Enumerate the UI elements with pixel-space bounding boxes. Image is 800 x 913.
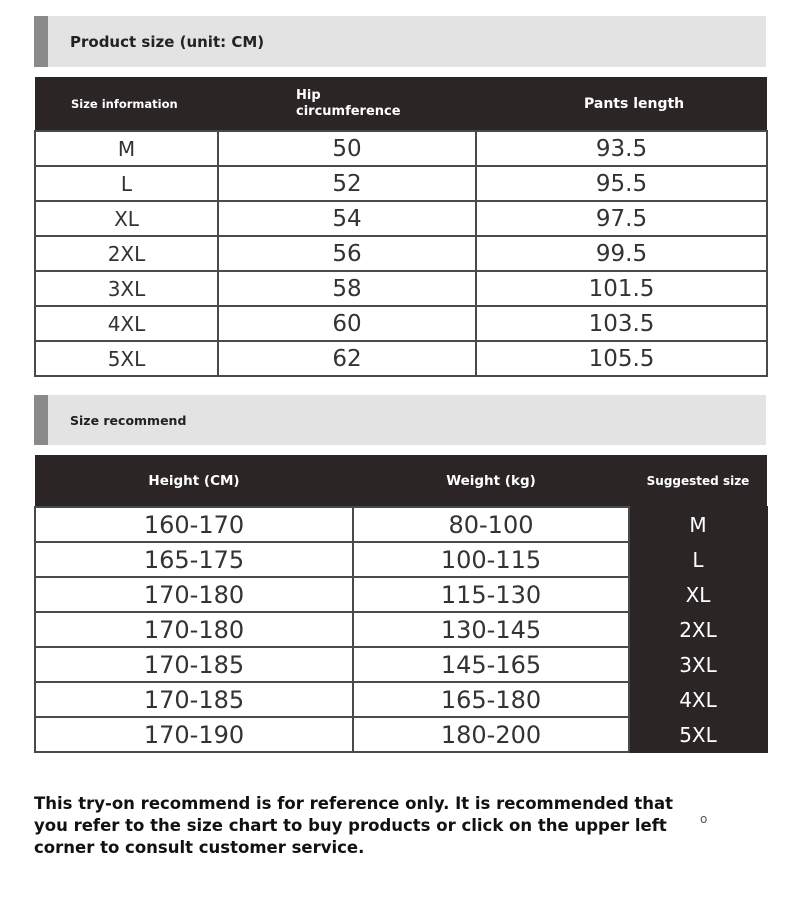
suggested-size-cell: 5XL: [629, 717, 767, 752]
reference-note: This try-on recommend is for reference only. It is recommended that you refer to the size chart to buy products or click on the upper left corner to consult customer service.: [34, 794, 674, 857]
product-size-row: [35, 201, 767, 236]
suggested-size-cell: M: [629, 507, 767, 542]
pants-length-cell: 105.5: [476, 341, 767, 376]
header-hip-circumference-text: Hip circumference: [296, 87, 401, 119]
suggested-size-cell: 2XL: [629, 612, 767, 647]
product-size-table: [34, 77, 768, 377]
section-accent: [34, 16, 48, 67]
suggested-size-cell: 3XL: [629, 647, 767, 682]
size-cell: 5XL: [35, 341, 218, 376]
weight-range-cell: 115-130: [353, 577, 629, 612]
size-recommend-row: [35, 647, 767, 682]
product-size-header-row: [35, 77, 767, 131]
header-size-information: Size information: [35, 77, 218, 131]
height-range-cell: 170-185: [35, 647, 353, 682]
hip-cell: 58: [218, 271, 476, 306]
weight-range-cell: 145-165: [353, 647, 629, 682]
size-recommend-row: [35, 577, 767, 612]
height-range-cell: 170-190: [35, 717, 353, 752]
header-weight: Weight (kg): [353, 455, 629, 507]
bullet-mark: o: [700, 812, 708, 826]
product-size-row: [35, 306, 767, 341]
size-cell: L: [35, 166, 218, 201]
size-recommend-header-row: [35, 455, 767, 507]
size-recommend-row: [35, 717, 767, 752]
suggested-size-cell: XL: [629, 577, 767, 612]
height-range-cell: 160-170: [35, 507, 353, 542]
pants-length-cell: 101.5: [476, 271, 767, 306]
pants-length-cell: 95.5: [476, 166, 767, 201]
pants-length-cell: 93.5: [476, 131, 767, 166]
size-recommend-row: [35, 682, 767, 717]
size-recommend-row: [35, 542, 767, 577]
suggested-size-cell: L: [629, 542, 767, 577]
height-range-cell: 170-180: [35, 577, 353, 612]
size-cell: 3XL: [35, 271, 218, 306]
size-recommend-title: Size recommend: [70, 412, 187, 428]
product-size-row: [35, 271, 767, 306]
height-range-cell: 165-175: [35, 542, 353, 577]
hip-cell: 62: [218, 341, 476, 376]
product-size-row: [35, 166, 767, 201]
weight-range-cell: 80-100: [353, 507, 629, 542]
product-size-row: [35, 341, 767, 376]
section-accent: [34, 395, 48, 445]
hip-cell: 52: [218, 166, 476, 201]
weight-range-cell: 180-200: [353, 717, 629, 752]
suggested-size-cell: 4XL: [629, 682, 767, 717]
weight-range-cell: 130-145: [353, 612, 629, 647]
size-cell: 4XL: [35, 306, 218, 341]
pants-length-cell: 97.5: [476, 201, 767, 236]
weight-range-cell: 165-180: [353, 682, 629, 717]
pants-length-cell: 103.5: [476, 306, 767, 341]
hip-cell: 54: [218, 201, 476, 236]
size-cell: M: [35, 131, 218, 166]
header-height: Height (CM): [35, 455, 353, 507]
size-recommend-row: [35, 507, 767, 542]
product-size-section-header: [34, 16, 766, 67]
product-size-row: [35, 131, 767, 166]
hip-cell: 50: [218, 131, 476, 166]
size-recommend-table: [34, 455, 768, 753]
weight-range-cell: 100-115: [353, 542, 629, 577]
product-size-title: Product size (unit: CM): [70, 32, 265, 51]
pants-length-cell: 99.5: [476, 236, 767, 271]
product-size-row: [35, 236, 767, 271]
height-range-cell: 170-185: [35, 682, 353, 717]
header-pants-length: Pants length: [476, 77, 767, 131]
size-recommend-section-header: [34, 395, 766, 445]
size-cell: 2XL: [35, 236, 218, 271]
header-suggested-size: Suggested size: [629, 455, 767, 507]
header-hip-circumference: [218, 77, 476, 131]
hip-cell: 56: [218, 236, 476, 271]
height-range-cell: 170-180: [35, 612, 353, 647]
size-cell: XL: [35, 201, 218, 236]
hip-cell: 60: [218, 306, 476, 341]
size-recommend-row: [35, 612, 767, 647]
